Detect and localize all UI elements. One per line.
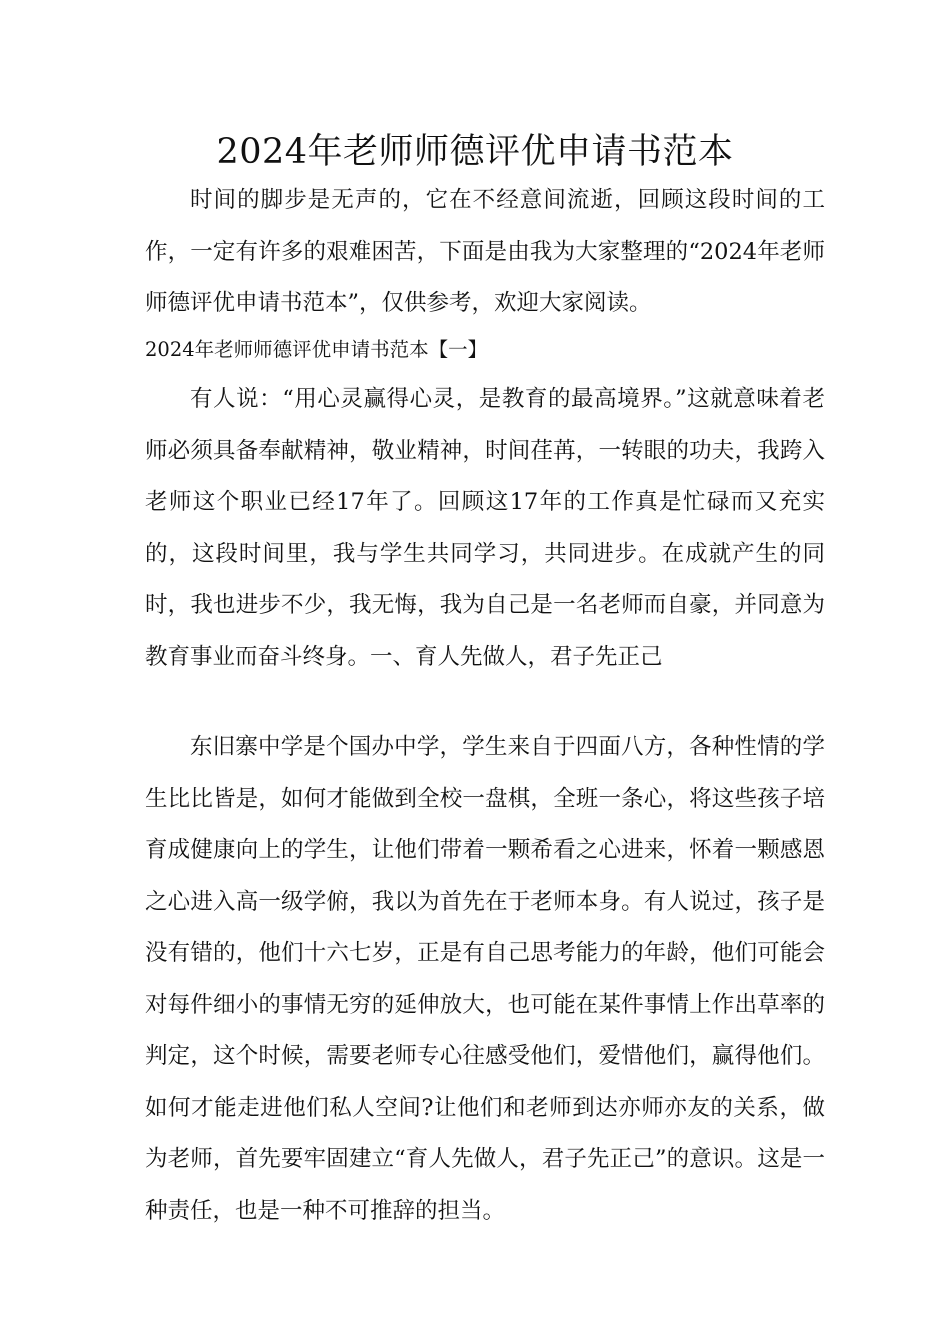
body-paragraph-1: 有人说：“用心灵赢得心灵，是教育的最高境界。”这就意味着老师必须具备奉献精神，敬业精神，时间荏苒，一转眼的功夫，我跨入老师这个职业已经17年了。回顾这17年的工作真是忙碌而又充实的，这段时间里，我与学生共同学习，共同进步。在成就产生的同时，我也进步不少，我无悔，我为自己是一名老师而自豪，并同意为教育事业而奋斗终身。一、育人先做人，君子先正己 [145,386,825,670]
document-title: 2024年老师师德评优申请书范本 [216,132,734,172]
section-heading: 2024年老师师德评优申请书范本【一】 [145,338,488,361]
body-paragraph-2: 东旧寨中学是个国办中学，学生来自于四面八方，各种性情的学生比比皆是，如何才能做到全校一盘棋，全班一条心，将这些孩子培育成健康向上的学生，让他们带着一颗希看之心进来，怀着一颗感恩之心进入高一级学俯，我以为首先在于老师本身。有人说过，孩子是没有错的，他们十六七岁，正是有自己思考能力的年龄，他们可能会对每件细小的事情无穷的延伸放大，也可能在某件事情上作出草率的判定，这个时候，需要老师专心往感受他们，爱惜他们，赢得他们。如何才能走进他们私人空间?让他们和老师到达亦师亦友的关系，做为老师，首先要牢固建立“育人先做人，君子先正己”的意识。这是一种责任，也是一种不可推辞的担当。 [145,734,825,1224]
intro-paragraph: 时间的脚步是无声的，它在不经意间流逝，回顾这段时间的工作，一定有许多的艰难困苦，下面是由我为大家整理的“2024年老师师德评优申请书范本”，仅供参考，欢迎大家阅读。 [145,187,825,316]
